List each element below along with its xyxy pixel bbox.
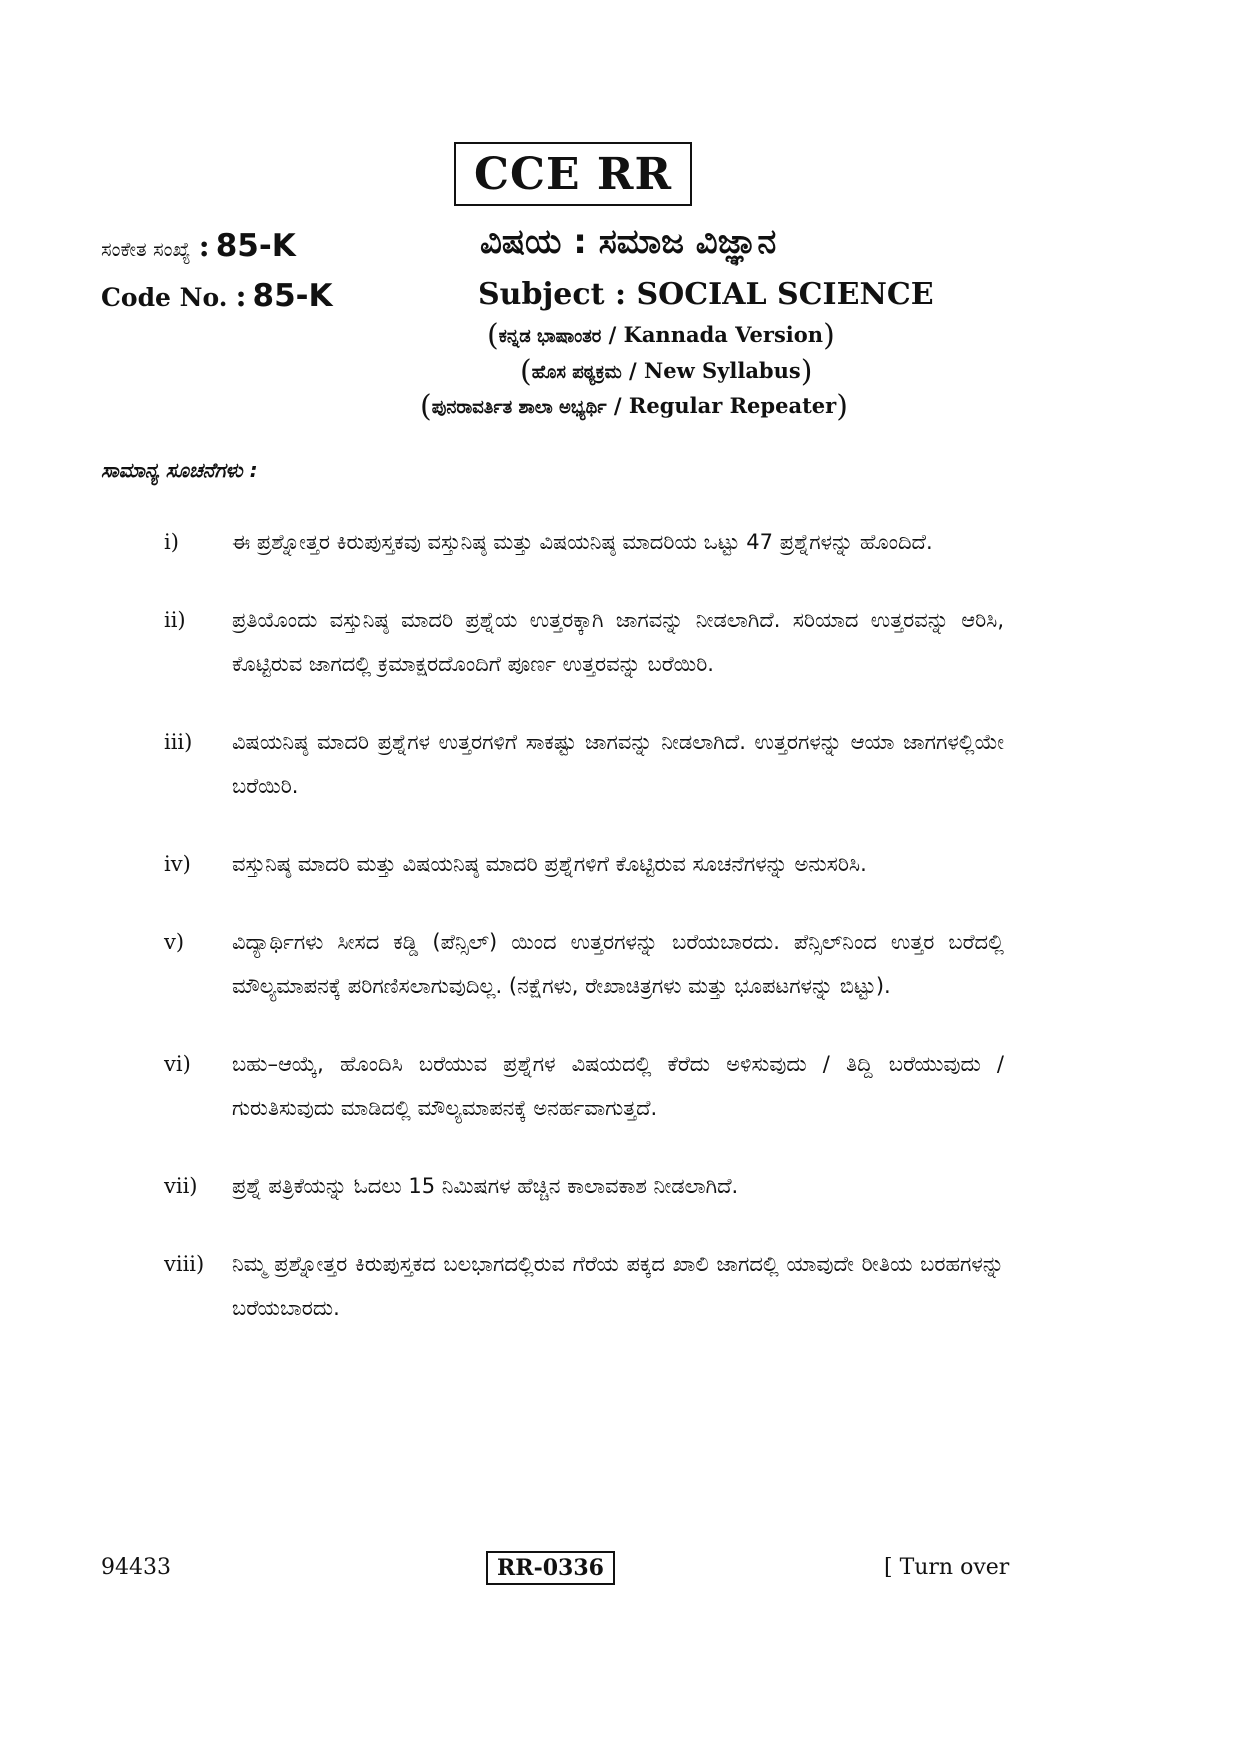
instruction-text: ಪ್ರಶ್ನೆ ಪತ್ರಿಕೆಯನ್ನು ಓದಲು 15 ನಿಮಿಷಗಳ ಹೆಚ್ಚಿನ ಕಾಲಾವಕಾಶ ನೀಡಲಾಗಿದೆ. xyxy=(232,1174,739,1198)
instruction-text: ಬಹು–ಆಯ್ಕೆ, ಹೊಂದಿಸಿ ಬರೆಯುವ ಪ್ರಶ್ನೆಗಳ ವಿಷಯದಲ್ಲಿ ಕೆರೆದು ಅಳಿಸುವುದು / ತಿದ್ದಿ ಬರೆಯುವುದು / ಗುರುತಿಸುವುದು ಮಾಡಿದಲ್ಲಿ ಮೌಲ್ಯಮಾಪನಕ್ಕೆ ಅನರ್ಹವಾಗುತ್ತದೆ. xyxy=(232,1052,1004,1120)
instruction-item xyxy=(164,1042,1004,1130)
code-separator: : xyxy=(235,279,247,314)
subject-kannada: ವಿಷಯ : ಸಮಾಜ ವಿಜ್ಞಾನ xyxy=(480,222,777,262)
version-line: (ಕನ್ನಡ ಭಾಷಾಂತರ / Kannada Version) xyxy=(487,318,835,353)
candidate-type-line: (ಪುನರಾವರ್ತಿತ ಶಾಲಾ ಅಭ್ಯರ್ಥಿ / Regular Repeater) xyxy=(420,389,848,424)
version-kannada: ಕನ್ನಡ ಭಾಷಾಂತರ xyxy=(498,326,602,347)
candidate-type-kannada: ಪುನರಾವರ್ತಿತ ಶಾಲಾ ಅಭ್ಯರ್ಥಿ xyxy=(431,397,607,418)
turn-over-note: [ Turn over xyxy=(884,1555,1010,1580)
instruction-text: ಈ ಪ್ರಶ್ನೋತ್ತರ ಕಿರುಪುಸ್ತಕವು ವಸ್ತುನಿಷ್ಠ ಮತ್ತು ವಿಷಯನಿಷ್ಠ ಮಾದರಿಯ ಒಟ್ಟು 47 ಪ್ರಶ್ನೆಗಳನ್ನು ಹೊಂದಿದೆ. xyxy=(232,530,933,554)
instruction-text: ಪ್ರತಿಯೊಂದು ವಸ್ತುನಿಷ್ಠ ಮಾದರಿ ಪ್ರಶ್ನೆಯ ಉತ್ತರಕ್ಕಾಗಿ ಜಾಗವನ್ನು ನೀಡಲಾಗಿದೆ. ಸರಿಯಾದ ಉತ್ತರವನ್ನು ಆರಿಸಿ, ಕೊಟ್ಟಿರುವ ಜಾಗದಲ್ಲಿ ಕ್ರಮಾಕ್ಷರದೊಂದಿಗೆ ಪೂರ್ಣ ಉತ್ತರವನ್ನು ಬರೆಯಿರಿ. xyxy=(232,608,1004,676)
instruction-item xyxy=(164,1242,1004,1330)
instruction-number: vi) xyxy=(164,1052,191,1076)
candidate-type-english: Regular Repeater xyxy=(628,393,837,418)
instruction-text: ವಿಷಯನಿಷ್ಠ ಮಾದರಿ ಪ್ರಶ್ನೆಗಳ ಉತ್ತರಗಳಿಗೆ ಸಾಕಷ್ಟು ಜಾಗವನ್ನು ನೀಡಲಾಗಿದೆ. ಉತ್ತರಗಳನ್ನು ಆಯಾ ಜಾಗಗಳಲ್ಲಿಯೇ ಬರೆಯಿರಿ. xyxy=(232,730,1004,798)
instruction-item xyxy=(164,720,1004,808)
instruction-item xyxy=(164,1164,1004,1208)
instruction-item xyxy=(164,598,1004,686)
code-separator: : xyxy=(198,229,210,264)
code-number-kannada xyxy=(101,228,296,264)
code-number-english xyxy=(101,278,333,314)
instructions-list xyxy=(164,520,1004,1364)
instruction-item xyxy=(164,842,1004,886)
instruction-number: viii) xyxy=(164,1252,205,1276)
general-instructions-title: ಸಾಮಾನ್ಯ ಸೂಚನೆಗಳು : xyxy=(101,458,258,482)
exam-type-box: CCE RR xyxy=(454,142,692,206)
instruction-item xyxy=(164,520,1004,564)
version-english: Kannada Version xyxy=(623,322,824,347)
instruction-text: ನಿಮ್ಮ ಪ್ರಶ್ನೋತ್ತರ ಕಿರುಪುಸ್ತಕದ ಬಲಭಾಗದಲ್ಲಿರುವ ಗೆರೆಯ ಪಕ್ಕದ ಖಾಲಿ ಜಾಗದಲ್ಲಿ ಯಾವುದೇ ರೀತಿಯ ಬರಹಗಳನ್ನು ಬರೆಯಬಾರದು. xyxy=(232,1252,1004,1320)
instruction-number: ii) xyxy=(164,608,186,632)
instruction-number: vii) xyxy=(164,1174,198,1198)
instruction-text: ವಿದ್ಯಾರ್ಥಿಗಳು ಸೀಸದ ಕಡ್ಡಿ (ಪೆನ್ಸಿಲ್) ಯಿಂದ ಉತ್ತರಗಳನ್ನು ಬರೆಯಬಾರದು. ಪೆನ್ಸಿಲ್‌ನಿಂದ ಉತ್ತರ ಬರೆದಲ್ಲಿ ಮೌಲ್ಯಮಾಪನಕ್ಕೆ ಪರಿಗಣಿಸಲಾಗುವುದಿಲ್ಲ. (ನಕ್ಷೆಗಳು, ರೇಖಾಚಿತ್ರಗಳು ಮತ್ತು ಭೂಪಟಗಳನ್ನು ಬಿಟ್ಟು). xyxy=(232,930,1004,998)
code-value-english: 85-K xyxy=(252,278,333,314)
instruction-number: v) xyxy=(164,930,185,954)
instruction-text: ವಸ್ತುನಿಷ್ಠ ಮಾದರಿ ಮತ್ತು ವಿಷಯನಿಷ್ಠ ಮಾದರಿ ಪ್ರಶ್ನೆಗಳಿಗೆ ಕೊಟ್ಟಿರುವ ಸೂಚನೆಗಳನ್ನು ಅನುಸರಿಸಿ. xyxy=(232,852,867,876)
syllabus-line: (ಹೊಸ ಪಠ್ಯಕ್ರಮ / New Syllabus) xyxy=(520,354,813,389)
instruction-number: iii) xyxy=(164,730,193,754)
code-value-kannada: 85-K xyxy=(215,228,296,264)
instruction-number: iv) xyxy=(164,852,191,876)
subject-english: Subject : SOCIAL SCIENCE xyxy=(478,277,934,312)
syllabus-kannada: ಹೊಸ ಪಠ್ಯಕ್ರಮ xyxy=(531,362,622,383)
code-label-english: Code No. xyxy=(101,283,228,312)
code-label-kannada: ಸಂಕೇತ ಸಂಖ್ಯೆ xyxy=(101,237,191,261)
instruction-number: i) xyxy=(164,530,179,554)
booklet-serial-number: 94433 xyxy=(101,1555,171,1580)
syllabus-english: New Syllabus xyxy=(644,358,801,383)
instruction-item xyxy=(164,920,1004,1008)
paper-code-box: RR-0336 xyxy=(486,1551,615,1585)
